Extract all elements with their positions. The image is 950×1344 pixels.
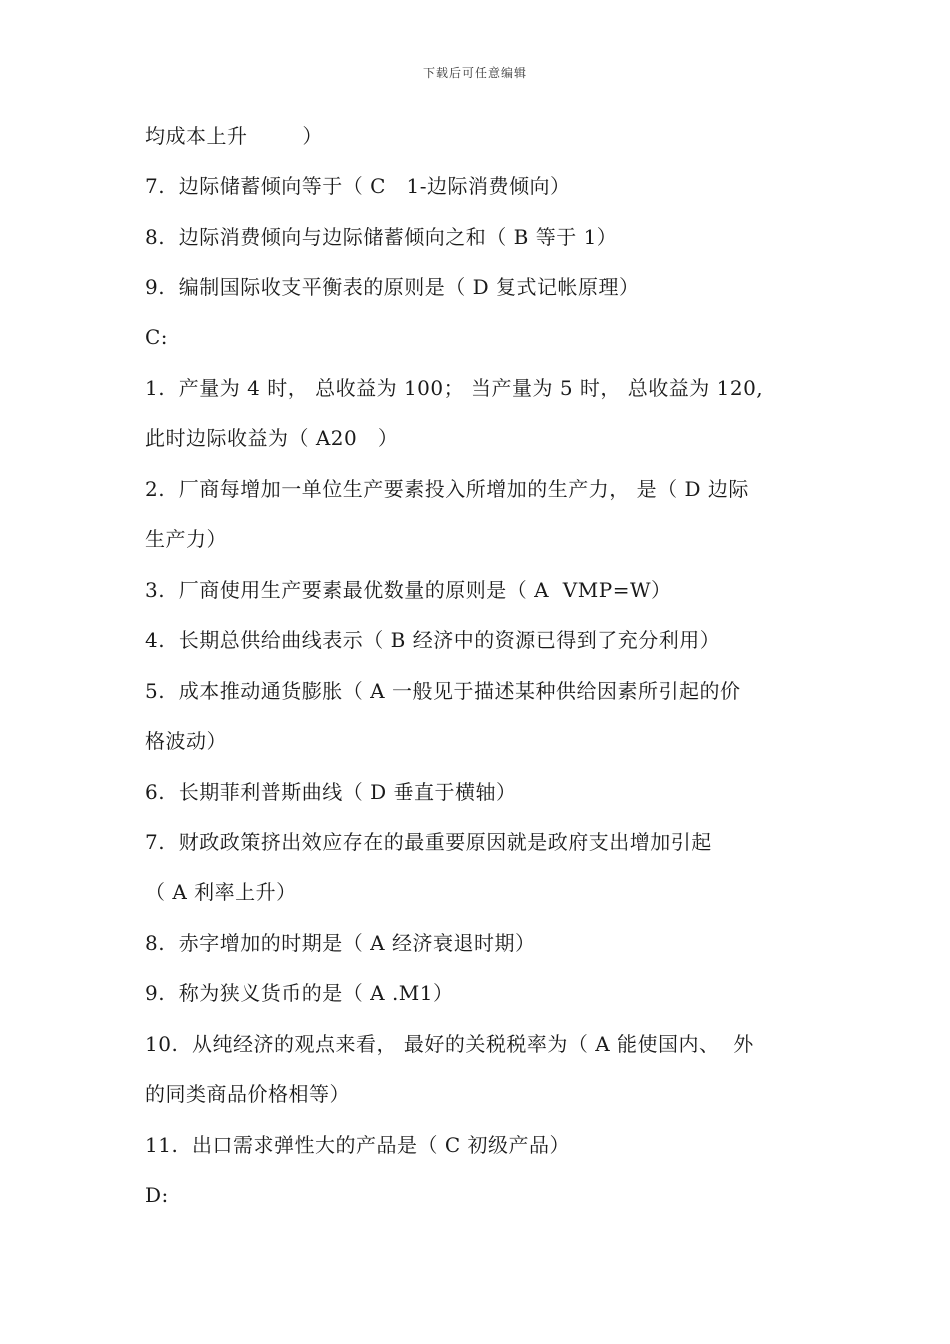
text-line: 的同类商品价格相等） xyxy=(145,1082,350,1106)
text-line: 7. 财政政策挤出效应存在的最重要原因就是政府支出增加引起 xyxy=(145,830,712,854)
text-line: 9. 编制国际收支平衡表的原则是（ D 复式记帐原理） xyxy=(145,275,640,299)
text-line: 此时边际收益为（ A20 ） xyxy=(145,426,399,450)
text-line: 8. 赤字增加的时期是（ A 经济衰退时期） xyxy=(145,931,536,955)
text-line: 均成本上升 ） xyxy=(145,124,323,148)
text-line: 5. 成本推动通货膨胀（ A 一般见于描述某种供给因素所引起的价 xyxy=(145,679,741,703)
text-line: 10. 从纯经济的观点来看， 最好的关税税率为（ A 能使国内、 外 xyxy=(145,1032,754,1056)
text-line: 4. 长期总供给曲线表示（ B 经济中的资源已得到了充分利用） xyxy=(145,628,721,652)
text-line: C: xyxy=(145,325,169,349)
text-line: D: xyxy=(145,1183,169,1207)
text-line: 3. 厂商使用生产要素最优数量的原则是（ A VMP=W） xyxy=(145,578,672,602)
text-line: （ A 利率上升） xyxy=(145,880,297,904)
text-line: 1. 产量为 4 时， 总收益为 100； 当产量为 5 时， 总收益为 120, xyxy=(145,376,764,400)
text-line: 生产力） xyxy=(145,527,227,551)
text-line: 2. 厂商每增加一单位生产要素投入所增加的生产力， 是（ D 边际 xyxy=(145,477,749,501)
text-line: 11. 出口需求弹性大的产品是（ C 初级产品） xyxy=(145,1133,571,1157)
text-line: 9. 称为狭义货币的是（ A .M1） xyxy=(145,981,454,1005)
text-line: 7. 边际储蓄倾向等于（ C 1-边际消费倾向） xyxy=(145,174,571,198)
page-header: 下载后可任意编辑 xyxy=(422,66,527,80)
text-line: 8. 边际消费倾向与边际储蓄倾向之和（ B 等于 1） xyxy=(145,225,618,249)
text-line: 6. 长期菲利普斯曲线（ D 垂直于横轴） xyxy=(145,780,517,804)
text-line: 格波动） xyxy=(145,729,227,753)
